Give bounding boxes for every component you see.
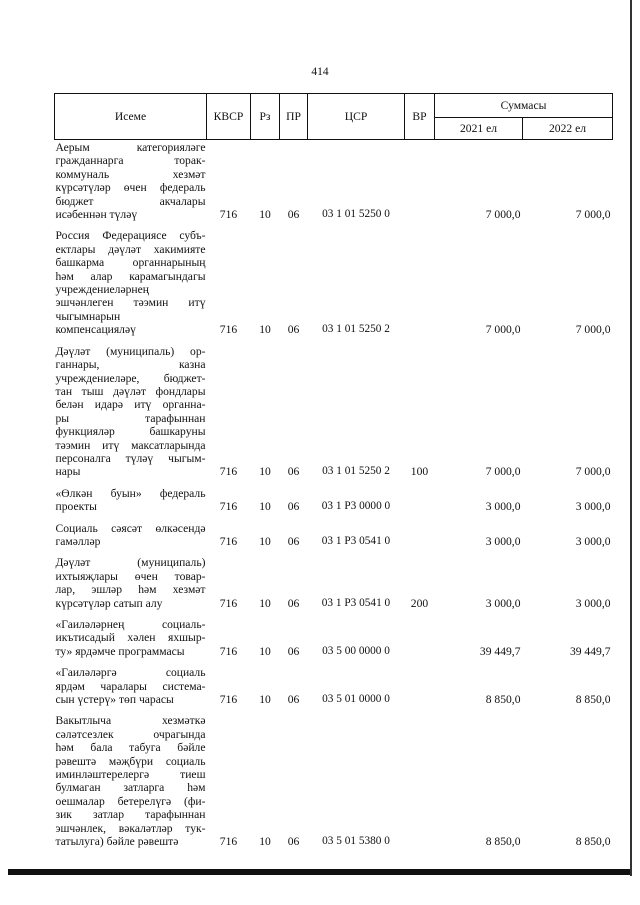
row-name-line: персоналга түләү чыгым- [55, 451, 206, 465]
scan-right-border [630, 0, 632, 876]
row-name [55, 140, 207, 222]
row-name-line: исәбеннән түләү [55, 208, 138, 222]
row-sum-2021: 3 000,0 [485, 596, 521, 610]
table-row [55, 344, 613, 479]
row-name-line: коммуналь хезмәт [55, 167, 206, 181]
row-name-line: сәләтсезлек очрагында [55, 727, 206, 741]
row-name [55, 486, 207, 514]
header-year-2021: 2021 ел [435, 118, 523, 140]
row-name-line: Аерым категорияләге [55, 141, 206, 154]
row-sum-2022: 8 850,0 [575, 835, 611, 849]
row-sum-2022: 7 000,0 [575, 465, 611, 479]
row-kvsr: 716 [219, 208, 238, 222]
budget-table [54, 93, 613, 849]
row-rz: 10 [259, 596, 271, 610]
row-name [55, 521, 207, 549]
row-name-line: иминләштерелергә тиеш [55, 768, 206, 782]
row-name-line: лар, эшләр һәм хезмәт [55, 583, 206, 597]
row-name-line: функцияләр башкаруны [55, 425, 206, 439]
row-name-line: Дәүләт (муниципаль) ор- [55, 344, 206, 358]
row-name-line: татылуга) бәйле рәвештә [55, 835, 179, 849]
table-row [55, 228, 613, 336]
row-pr: 06 [287, 500, 300, 514]
row-name-line: зик затлар тарафыннан [55, 808, 206, 822]
row-sum-2021: 7 000,0 [485, 323, 521, 337]
row-sum-2021: 7 000,0 [485, 465, 521, 479]
row-pr: 06 [287, 644, 300, 658]
row-vr: 100 [410, 465, 429, 479]
row-name-line: башкарма органнарының [55, 256, 206, 270]
row-sum-2021: 3 000,0 [485, 500, 521, 514]
row-kvsr: 716 [219, 465, 238, 479]
row-name [55, 228, 207, 336]
row-vr [405, 140, 435, 222]
row-csr: 03 1 01 5250 2 [322, 465, 390, 478]
table-row [55, 665, 613, 706]
row-name-line: гражданнарга торак- [55, 154, 206, 168]
row-name-line: «Гаиләләрнең социаль- [55, 618, 206, 631]
row-pr: 06 [287, 534, 300, 548]
header-kvsr: КВСР [207, 94, 251, 140]
row-name-line: нары [55, 465, 81, 479]
row-name-line: сын үстерү» төп чарасы [55, 693, 174, 707]
row-rz: 10 [259, 693, 271, 707]
row-rz: 10 [259, 500, 271, 514]
row-name-line: күрсәтүләр сатып алу [55, 596, 163, 610]
row-name-line: күрсәтүләр өчен федераль [55, 181, 206, 195]
row-name-line: проекты [55, 500, 97, 514]
header-pr: ПР [280, 94, 308, 140]
row-pr: 06 [287, 596, 300, 610]
table-header [55, 94, 613, 140]
header-year-2022: 2022 ел [523, 118, 613, 140]
row-name-line: белән идарә итү органна- [55, 398, 206, 412]
row-kvsr: 716 [219, 500, 238, 514]
row-name-line: эшчәнлек, вәкаләтләр тук- [55, 821, 206, 835]
row-name [55, 617, 207, 658]
row-csr: 03 5 01 5380 0 [322, 835, 390, 848]
page-number: 414 [311, 66, 329, 78]
row-sum-2021: 8 850,0 [485, 693, 521, 707]
row-vr [405, 228, 435, 336]
row-pr: 06 [287, 835, 300, 849]
table-row [55, 617, 613, 658]
row-sum-2022: 7 000,0 [575, 208, 611, 222]
header-rz: Рз [251, 94, 280, 140]
row-rz: 10 [259, 323, 271, 337]
row-sum-2022: 39 449,7 [569, 644, 611, 658]
header-csr: ЦСР [308, 94, 405, 140]
row-sum-2021: 7 000,0 [485, 208, 521, 222]
row-name-line: учреждениеләре, бюджет- [55, 371, 206, 385]
header-name: Исеме [55, 94, 207, 140]
row-kvsr: 716 [219, 534, 238, 548]
row-name-line: ту» ярдәмче программасы [55, 644, 185, 658]
row-vr [405, 713, 435, 848]
row-kvsr: 716 [219, 835, 238, 849]
row-name-line: тәэмин итү максатларында [55, 438, 206, 452]
row-rz: 10 [259, 835, 271, 849]
row-name-line: булмаган затларга һәм [55, 781, 206, 795]
row-sum-2022: 3 000,0 [575, 596, 611, 610]
row-csr: 03 1 P3 0000 0 [321, 500, 391, 513]
row-sum-2022: 3 000,0 [575, 500, 611, 514]
row-csr: 03 5 01 0000 0 [322, 693, 390, 706]
row-sum-2021: 39 449,7 [479, 644, 521, 658]
row-name-line: ганнары, казна [55, 358, 206, 372]
row-csr: 03 1 P3 0541 0 [321, 534, 391, 547]
row-name-line: тан тыш дәүләт фондлары [55, 384, 206, 398]
row-name-line: Социаль сәясәт өлкәсендә [55, 521, 206, 535]
header-sums: Суммасы [435, 94, 613, 118]
row-name [55, 713, 207, 848]
row-pr: 06 [287, 465, 300, 479]
table-row [55, 486, 613, 514]
row-csr: 03 5 00 0000 0 [322, 644, 390, 657]
row-vr [405, 486, 435, 514]
row-vr: 200 [410, 596, 429, 610]
row-name-line: ихтыяҗлары өчен товар- [55, 569, 206, 583]
row-name-line: һәм алар карамагындагы [55, 269, 206, 283]
row-name [55, 665, 207, 706]
row-name-line: учреждениеләрнең [55, 283, 149, 297]
row-name-line: Вакытлыча хезмәткә [55, 714, 206, 728]
row-sum-2022: 7 000,0 [575, 323, 611, 337]
row-name-line: рәвештә мәҗбүри социаль [55, 754, 206, 768]
row-sum-2021: 8 850,0 [485, 835, 521, 849]
row-rz: 10 [259, 534, 271, 548]
scan-bottom-border [8, 869, 632, 875]
row-csr: 03 1 01 5250 0 [322, 208, 390, 221]
row-name-line: ектлары дәүләт хакимияте [55, 242, 206, 256]
row-name-line: Россия Федерациясе субъ- [55, 229, 206, 243]
row-name-line: «Өлкән буын» федераль [55, 486, 206, 500]
row-name [55, 344, 207, 479]
row-csr: 03 1 P3 0541 0 [321, 596, 391, 609]
row-kvsr: 716 [219, 323, 238, 337]
row-pr: 06 [287, 323, 300, 337]
row-sum-2022: 3 000,0 [575, 534, 611, 548]
row-kvsr: 716 [219, 644, 238, 658]
row-name-line: компенсацияләү [55, 323, 136, 337]
row-rz: 10 [259, 208, 271, 222]
row-name-line: чыгымнарын [55, 309, 121, 323]
row-name-line: оешмалар бетерелүгә (фи- [55, 794, 206, 808]
row-vr [405, 665, 435, 706]
row-name-line: эшчәнлеген тәэмин итү [55, 296, 206, 310]
row-sum-2022: 8 850,0 [575, 693, 611, 707]
row-name-line: Дәүләт (муниципаль) [55, 556, 206, 570]
row-name-line: ры тарафыннан [55, 411, 206, 425]
row-sum-2021: 3 000,0 [485, 534, 521, 548]
row-name-line: «Гаиләләргә социаль [55, 666, 206, 680]
row-name [55, 555, 207, 610]
header-vr: ВР [405, 94, 435, 140]
row-rz: 10 [259, 644, 271, 658]
row-kvsr: 716 [219, 596, 238, 610]
row-name-line: бюджет акчалары [55, 194, 206, 208]
table-row [55, 555, 613, 610]
row-name-line: ярдәм чаралары система- [55, 679, 206, 693]
row-vr [405, 617, 435, 658]
row-name-line: икътисадый хәлен яхшыр- [55, 631, 206, 645]
table-row [55, 140, 613, 222]
row-name-line: гамәлләр [55, 534, 101, 548]
table-body [55, 140, 613, 849]
table-row [55, 521, 613, 549]
row-csr: 03 1 01 5250 2 [322, 323, 390, 336]
row-vr [405, 521, 435, 549]
row-pr: 06 [287, 693, 300, 707]
row-kvsr: 716 [219, 693, 238, 707]
row-pr: 06 [287, 208, 300, 222]
table-row [55, 713, 613, 848]
row-rz: 10 [259, 465, 271, 479]
row-name-line: һәм бала табуга бәйле [55, 741, 206, 755]
